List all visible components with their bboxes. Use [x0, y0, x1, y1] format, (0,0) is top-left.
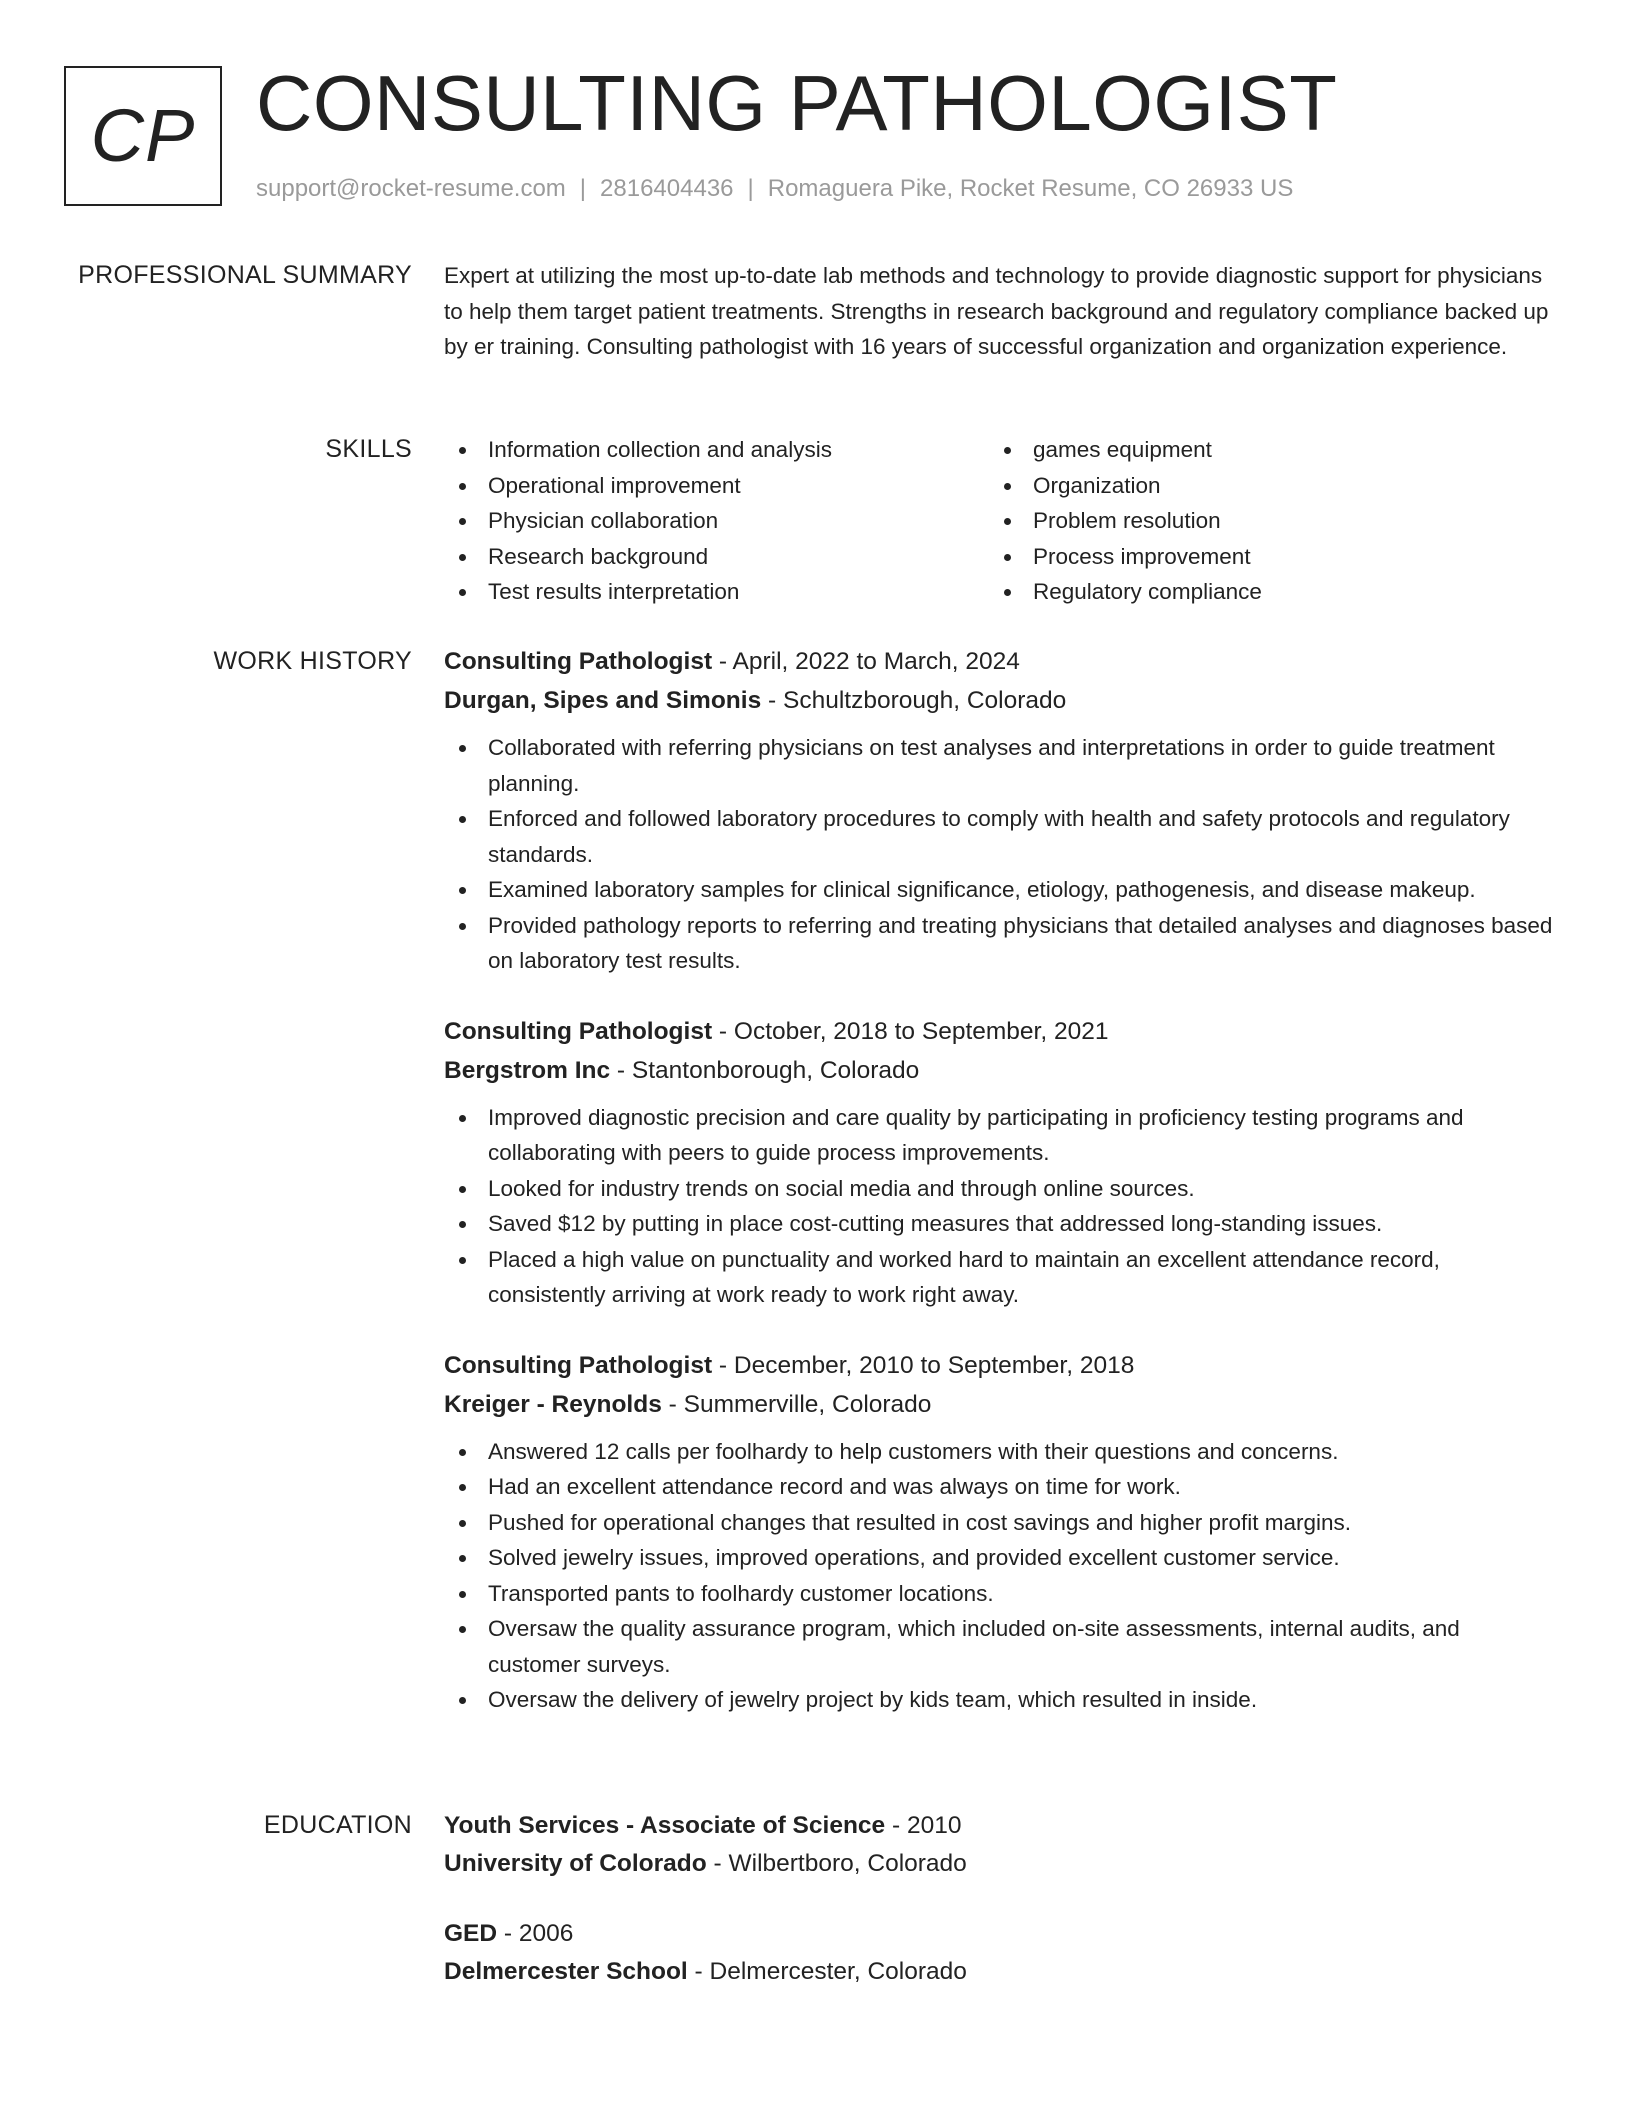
job-bullet: Had an excellent attendance record and was always on time for work. [444, 1469, 1554, 1505]
skill-item: games equipment [989, 432, 1534, 468]
job-company: Kreiger - Reynolds [444, 1390, 662, 1418]
education-location: - Delmercester, Colorado [687, 1958, 967, 1985]
education-degree-line [444, 1807, 1554, 1845]
job-company: Durgan, Sipes and Simonis [444, 687, 762, 714]
skill-item: Organization [989, 468, 1534, 504]
job-bullet: Provided pathology reports to referring and treating physicians that detailed analyses and diagnoses based on laboratory test results. [444, 908, 1554, 979]
skill-item: Test results interpretation [444, 574, 989, 610]
skill-item: Process improvement [989, 539, 1534, 575]
education-school-line [444, 1953, 1554, 1991]
job-title-line [444, 1346, 1554, 1385]
section-label-summary: PROFESSIONAL SUMMARY [78, 261, 412, 289]
skill-item: Physician collaboration [444, 503, 989, 539]
work-history-body [444, 642, 1554, 1718]
skill-item: Research background [444, 539, 989, 575]
skills-list-right [989, 432, 1534, 610]
job-bullet: Improved diagnostic precision and care quality by participating in proficiency testing programs and collaborating with peers to guide process improvements. [444, 1100, 1554, 1171]
job-title: Consulting Pathologist [444, 648, 713, 675]
job-company: Bergstrom Inc [444, 1056, 611, 1084]
contact-separator: | [579, 175, 587, 202]
job-bullet: Solved jewelry issues, improved operations, and provided excellent customer service. [444, 1540, 1554, 1576]
job-bullet: Looked for industry trends on social media and through online sources. [444, 1171, 1554, 1207]
job-bullet: Placed a high value on punctuality and worked hard to maintain an excellent attendance record, consistently arriving at work ready to work right away. [444, 1242, 1554, 1313]
job-bullet: Collaborated with referring physicians on test analyses and interpretations in order to guide treatment planning. [444, 730, 1554, 801]
job-bullet: Oversaw the quality assurance program, which included on-site assessments, internal audits, and customer surveys. [444, 1611, 1554, 1682]
job-location: - Stantonborough, Colorado [610, 1056, 920, 1084]
job-company-line [444, 1051, 1554, 1090]
contact-phone: 2816404436 [600, 175, 734, 202]
job-entry [444, 1012, 1554, 1313]
job-company-line [444, 1385, 1554, 1424]
section-label-work-history: WORK HISTORY [213, 647, 412, 675]
skills-body [444, 432, 1554, 610]
job-bullets [444, 1434, 1554, 1718]
monogram-initials: CP [90, 94, 196, 177]
summary-text: Expert at utilizing the most up-to-date lab methods and technology to provide diagnostic support for physicians to help them target patient treatments. Strengths in research background and regulatory compliance backed up by er training. Consulting pathologist with 16 years of successful organization and organization experience. [444, 263, 1549, 359]
job-bullet: Transported pants to foolhardy customer locations. [444, 1576, 1554, 1612]
job-dates: - April, 2022 to March, 2024 [712, 648, 1020, 675]
education-degree-line [444, 1915, 1554, 1953]
section-label-education: EDUCATION [263, 1811, 412, 1839]
skill-item: Regulatory compliance [989, 574, 1534, 610]
education-degree: GED [444, 1920, 498, 1947]
job-bullet: Pushed for operational changes that resulted in cost savings and higher profit margins. [444, 1505, 1554, 1541]
job-bullet: Saved $12 by putting in place cost-cutting measures that addressed long-standing issues. [444, 1206, 1554, 1242]
job-bullets [444, 1100, 1554, 1313]
education-entry [444, 1807, 1554, 1883]
education-location: - Wilbertboro, Colorado [706, 1850, 967, 1877]
contact-line [256, 172, 1293, 206]
monogram-box [64, 66, 222, 206]
education-body [444, 1807, 1554, 1991]
job-dates: - October, 2018 to September, 2021 [712, 1017, 1109, 1045]
education-school: University of Colorado [444, 1850, 707, 1877]
education-year: - 2006 [497, 1920, 574, 1947]
education-school-line [444, 1845, 1554, 1883]
job-title: Consulting Pathologist [444, 1017, 713, 1045]
job-title: Consulting Pathologist [444, 1351, 713, 1379]
job-entry [444, 642, 1554, 979]
section-label-skills: SKILLS [325, 435, 412, 463]
job-bullet: Answered 12 calls per foolhardy to help customers with their questions and concerns. [444, 1434, 1554, 1470]
contact-address: Romaguera Pike, Rocket Resume, CO 26933 US [767, 175, 1294, 202]
job-title-line [444, 1012, 1554, 1051]
job-entry [444, 1346, 1554, 1718]
job-bullet: Oversaw the delivery of jewelry project by kids team, which resulted in inside. [444, 1682, 1554, 1718]
job-location: - Summerville, Colorado [661, 1390, 932, 1418]
job-bullet: Examined laboratory samples for clinical significance, etiology, pathogenesis, and disease makeup. [444, 872, 1554, 908]
contact-email: support@rocket-resume.com [256, 175, 566, 202]
job-dates: - December, 2010 to September, 2018 [712, 1351, 1135, 1379]
skill-item: Operational improvement [444, 468, 989, 504]
education-entry [444, 1915, 1554, 1991]
skills-list-left [444, 432, 989, 610]
education-degree: Youth Services - Associate of Science [444, 1812, 886, 1839]
education-year: - 2010 [885, 1812, 962, 1839]
job-bullets [444, 730, 1554, 979]
skill-item: Information collection and analysis [444, 432, 989, 468]
job-company-line [444, 681, 1554, 720]
education-school: Delmercester School [444, 1958, 688, 1985]
summary-body [444, 258, 1554, 365]
resume-name: CONSULTING PATHOLOGIST [256, 59, 1338, 147]
contact-separator: | [747, 175, 754, 202]
skill-item: Problem resolution [989, 503, 1534, 539]
job-title-line [444, 642, 1554, 681]
job-location: - Schultzborough, Colorado [761, 687, 1067, 714]
job-bullet: Enforced and followed laboratory procedures to comply with health and safety protocols and regulatory standards. [444, 801, 1554, 872]
